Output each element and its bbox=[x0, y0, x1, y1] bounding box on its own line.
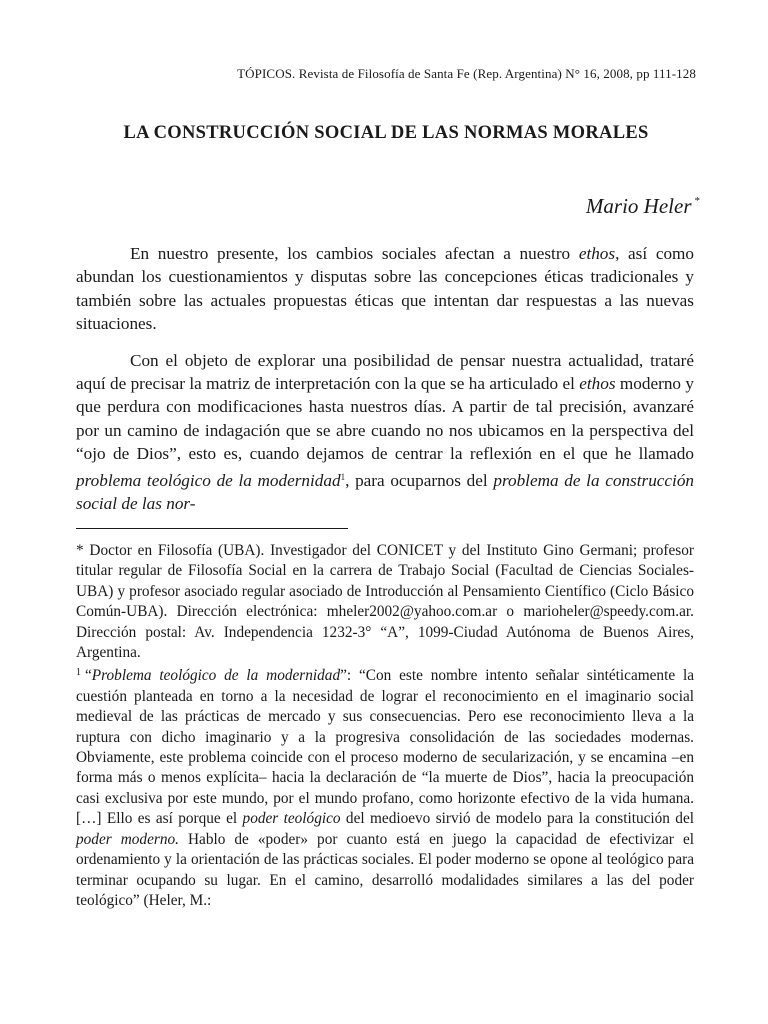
italic-term: poder moderno. bbox=[76, 830, 179, 848]
text-run: moderno y que perdura con modificaciones hasta nuestros días. A partir de tal precisión, avanzaré por un camino de indagación que se abre cuando no nos ubicamos en la perspectiva del “ojo de Dios”, esto es, cuando dejamos de centrar la reflexión en el que he llamado bbox=[76, 374, 694, 464]
journal-header: TÓPICOS. Revista de Filosofía de Santa Fe (Rep. Argentina) N° 16, 2008, pp 111-128 bbox=[237, 66, 696, 81]
article-title: LA CONSTRUCCIÓN SOCIAL DE LAS NORMAS MORALES bbox=[123, 123, 649, 143]
italic-term: ethos bbox=[578, 244, 616, 263]
text-run: , para ocuparnos del bbox=[345, 470, 494, 490]
footnote-author bbox=[76, 541, 694, 663]
text-run: ”: “Con este nombre intento señalar sintéticamente la cuestión planteada en torno a la necesidad de lograr el reconocimiento en el imaginario social medieval de las prácticas de mercado y sus consecuencias. Pero ese reconocimiento lleva a la ruptura con dicho imaginario y a la progresiva consolidación de las sociedades modernas. Obviamente, este problema coincide con el proceso moderno de secularización, y se encamina –en forma más o menos explícita– hacia la declaración de “la muerte de Dios”, hacia la preocupación casi exclusiva por este mundo, por el mundo profano, como horizonte efectivo de la vida humana. […] Ello es así porque el bbox=[76, 667, 694, 828]
body-paragraph-1 bbox=[76, 242, 694, 336]
text-run: , así como abundan los cuestionamientos y disputas sobre las concepciones éticas tradicionales y también sobre las actuales propuestas éticas que intentan dar respuestas a las nuevas situaciones. bbox=[76, 244, 694, 334]
article-body bbox=[76, 242, 694, 528]
text-run: del medioevo sirvió de modelo para la constitución del bbox=[340, 810, 694, 828]
article-author bbox=[586, 194, 700, 219]
footnote-mark: * bbox=[76, 542, 84, 559]
body-paragraph-2 bbox=[76, 349, 694, 516]
footnote-reference: 1 bbox=[340, 471, 346, 482]
footnote-1 bbox=[76, 663, 694, 911]
footnotes bbox=[76, 541, 694, 911]
italic-term: problema de la construcción social de las nor- bbox=[76, 470, 695, 514]
text-run: Con el objeto de explorar una posibilidad de pensar nuestra actualidad, trataré aquí de precisar la matriz de interpretación con la que se ha articulado el bbox=[76, 350, 694, 394]
italic-term: ethos bbox=[579, 374, 616, 394]
text-run: Hablo de «poder» por cuanto está en juego la capacidad de efectivizar el ordenamiento y la orientación de las prácticas sociales. El poder moderno se opone al teológico para terminar ocupando su lugar. En el camino, desarrolló modalidades similares a las del poder teológico” (Heler, M.: bbox=[76, 830, 694, 909]
author-name: Mario Heler bbox=[585, 194, 692, 218]
text-run: “ bbox=[85, 667, 92, 685]
footnote-divider bbox=[76, 528, 348, 529]
italic-term: poder teológico bbox=[242, 810, 341, 828]
italic-term: problema teológico de la modernidad bbox=[76, 470, 341, 490]
footnote-mark: 1 bbox=[76, 667, 81, 679]
text-run: En nuestro presente, los cambios sociales afectan a nuestro bbox=[130, 244, 579, 263]
italic-term: Problema teológico de la modernidad bbox=[91, 667, 341, 685]
author-footnote-mark: * bbox=[694, 195, 700, 207]
footnote-text: Doctor en Filosofía (UBA). Investigador del CONICET y del Instituto Gino Germani; profesor titular regular de Filosofía Social en la carrera de Trabajo Social (Facultad de Ciencias Sociales-UBA) y profesor asociado regular asociado de Introducción al Pensamiento Científico (Ciclo Básico Común-UBA). Dirección electrónica: mheler2002@yahoo.com.ar o marioheler@speedy.com.ar. Dirección postal: Av. Independencia 1232-3° “A”, 1099-Ciudad Autónoma de Buenos Aires, Argentina. bbox=[76, 542, 694, 662]
